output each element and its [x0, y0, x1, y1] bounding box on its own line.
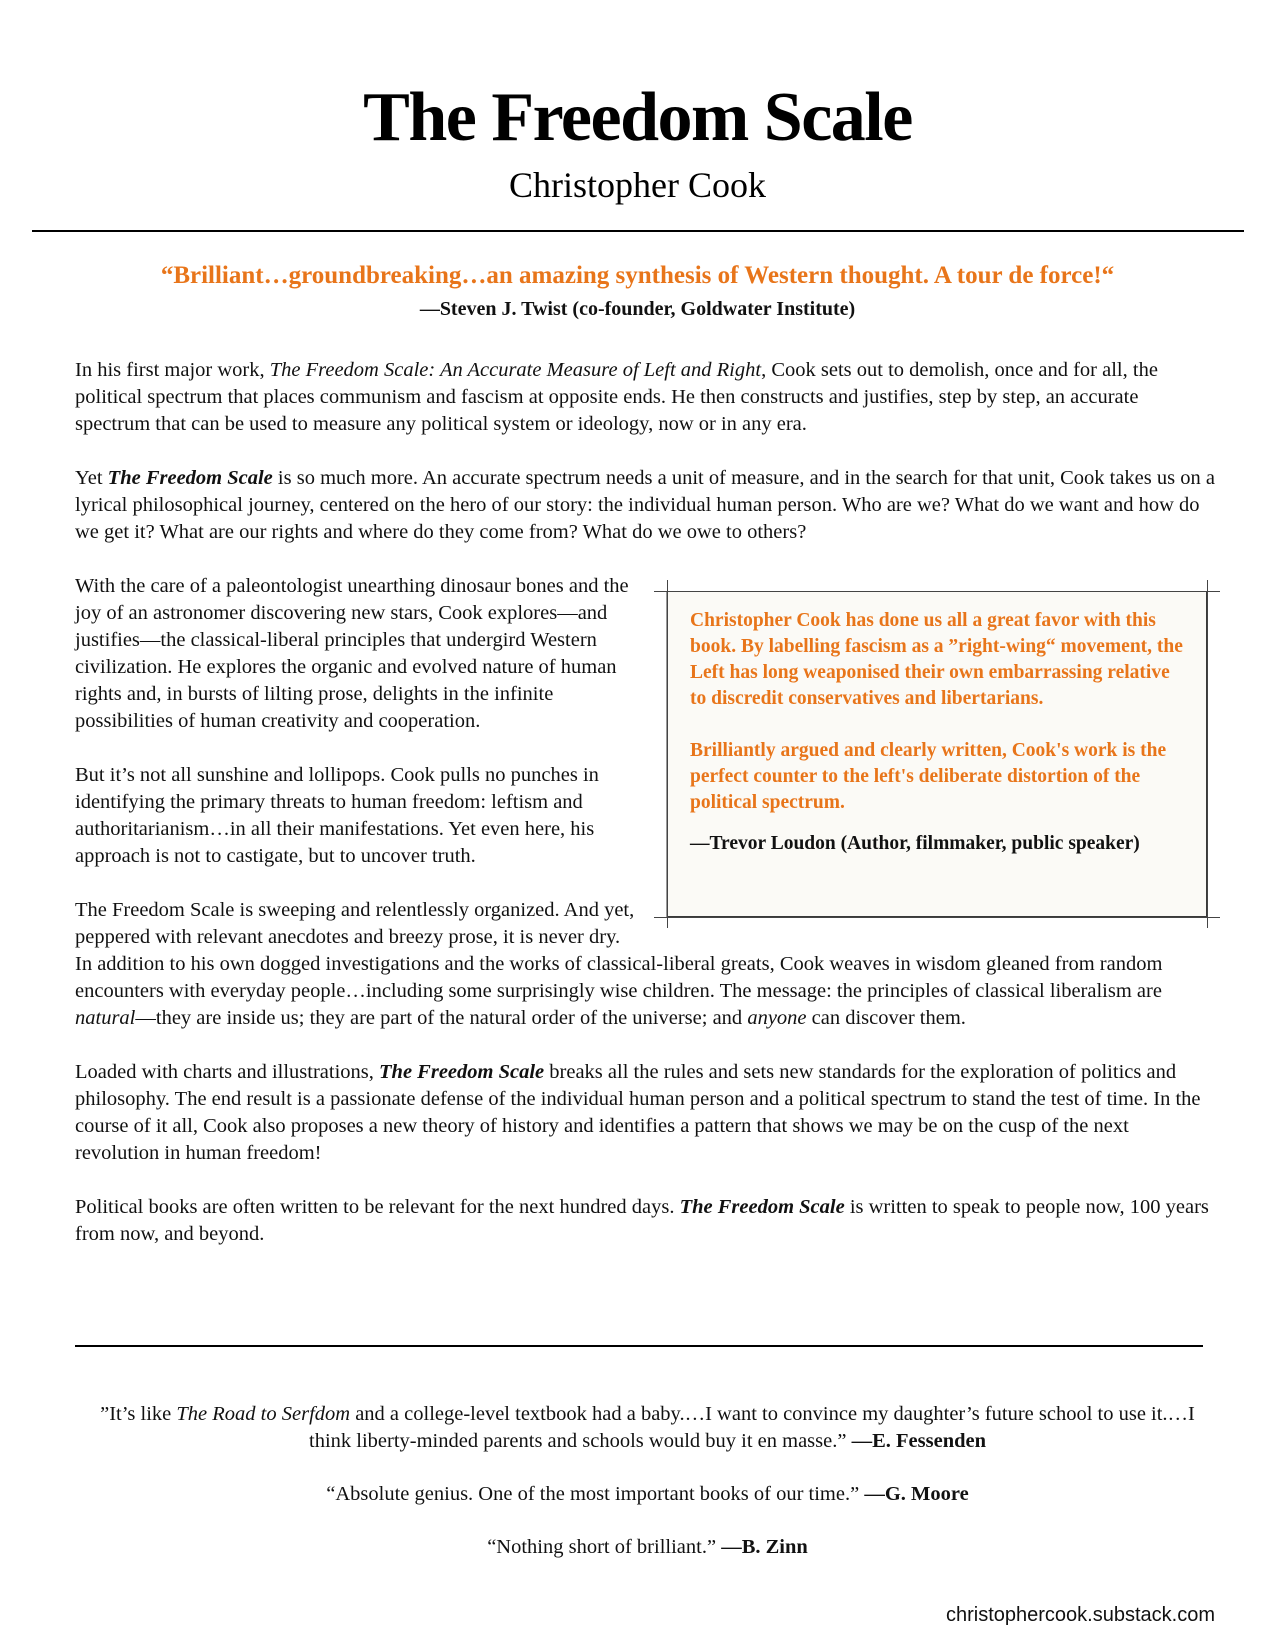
paragraph-5: The Freedom Scale is sweeping and relentlessly organized. And yet, peppered with relevant anecdotes and breezy prose, it is never dry. In addition to his own dogged investigations and the works of classical-liberal greats, Cook weaves in wisdom gleaned from random encounters with everyday people…including some surprisingly wise children. The message: the principles of classical liberalism are natural—they are inside us; they are part of the natural order of the universe; and anyone can discover them.	[75, 899, 1163, 1029]
lead-quote: “Brilliant…groundbreaking…an amazing synthesis of Western thought. A tour de force!“	[160, 262, 1115, 289]
review-item: “Absolute genius. One of the most important books of our time.” —G. Moore	[326, 1483, 969, 1505]
lead-attribution: —Steven J. Twist (co-founder, Goldwater Institute)	[419, 298, 856, 320]
paragraph-7: Political books are often written to be relevant for the next hundred days. The Freedom Scale is written to speak to people now, 100 years from now, and beyond.	[75, 1196, 1209, 1245]
review-author: —E. Fessenden	[851, 1430, 986, 1452]
book-title-inline: The Freedom Scale	[107, 467, 273, 489]
review-author: —G. Moore	[864, 1483, 969, 1505]
paragraph-6: Loaded with charts and illustrations, The Freedom Scale breaks all the rules and sets new standards for the exploration of politics and philosophy. The end result is a passionate defense of the individual human person and a political spectrum to stand the test of time. In the course of it all, Cook also proposes a new theory of history and identifies a pattern that shows we may be on the cusp of the next revolution in human freedom!	[75, 1061, 1201, 1164]
paragraph-1: In his first major work, The Freedom Scale: An Accurate Measure of Left and Right, Cook sets out to demolish, once and for all, the political spectrum that places communism and fascism at opposite ends. He then constructs and justifies, step by step, an accurate spectrum that can be used to measure any political system or ideology, now or in any era.	[75, 359, 1158, 435]
book-title: The Freedom Scale	[363, 79, 912, 156]
pull-quote	[690, 608, 1188, 816]
paragraph-4: But it’s not all sunshine and lollipops. Cook pulls no punches in identifying the primary threats to human freedom: leftism and authoritarianism…in all their manifestations. Yet even here, his approach is not to castigate, but to uncover truth.	[75, 764, 599, 867]
top-divider	[32, 230, 1244, 232]
paragraph-2-rest: is so much more. An accurate spectrum needs a unit of measure, and in the search for that unit, Cook takes us on a lyrical philosophical journey, centered on the hero of our story: the individual human person. Who are we? What do we want and how do we get it? What are our rights and where do they come from? What do we owe to others?	[75, 467, 1215, 543]
paragraph-3: With the care of a paleontologist unearthing dinosaur bones and the joy of an astronomer discovering new stars, Cook explores—and justifies—the classical-liberal principles that undergird Western civilization. He explores the organic and evolved nature of human rights and, in bursts of lilting prose, delights in the infinite possibilities of human creativity and cooperation.	[75, 575, 629, 732]
footer-url[interactable]: christophercook.substack.com	[945, 1604, 1215, 1626]
pull-quote-para-1: Christopher Cook has done us all a great favor with this book. By labelling fascism as a ”right-wing“ movement, the Left has long weaponised their own embarrassing relative to discredit conservatives and libertarians.	[690, 610, 1183, 709]
pull-quote-box	[655, 577, 1215, 921]
pull-quote-attribution: —Trevor Loudon (Author, filmmaker, public speaker)	[690, 833, 1140, 854]
review-item: ”It’s like The Road to Serfdom and a college-level textbook had a baby.…I want to convince my daughter’s future school to use it.…I think liberty-minded parents and schools would buy it en masse.” —E. Fessenden	[100, 1403, 1195, 1452]
book-description	[75, 357, 1215, 1275]
paragraph-2: Yet The Freedom Scale is so much more. An accurate spectrum needs a unit of measure, and in the search for that unit, Cook takes us on a lyrical philosophical journey, centered on the hero of our story: the individual human person. Who are we? What do we want and how do we get it? What are our rights and where do they come from? What do we owe to others?	[75, 467, 1215, 543]
review-item: “Nothing short of brilliant.” —B. Zinn	[487, 1536, 808, 1558]
pull-quote-para-2: Brilliantly argued and clearly written, Cook's work is the perfect counter to the left's deliberate distortion of the political spectrum.	[690, 740, 1167, 813]
reader-reviews	[80, 1401, 1215, 1587]
book-full-title: The Freedom Scale: An Accurate Measure of Left and Right	[269, 359, 762, 381]
review-author: —B. Zinn	[721, 1536, 808, 1558]
book-author: Christopher Cook	[509, 165, 766, 205]
bottom-divider	[75, 1345, 1203, 1347]
